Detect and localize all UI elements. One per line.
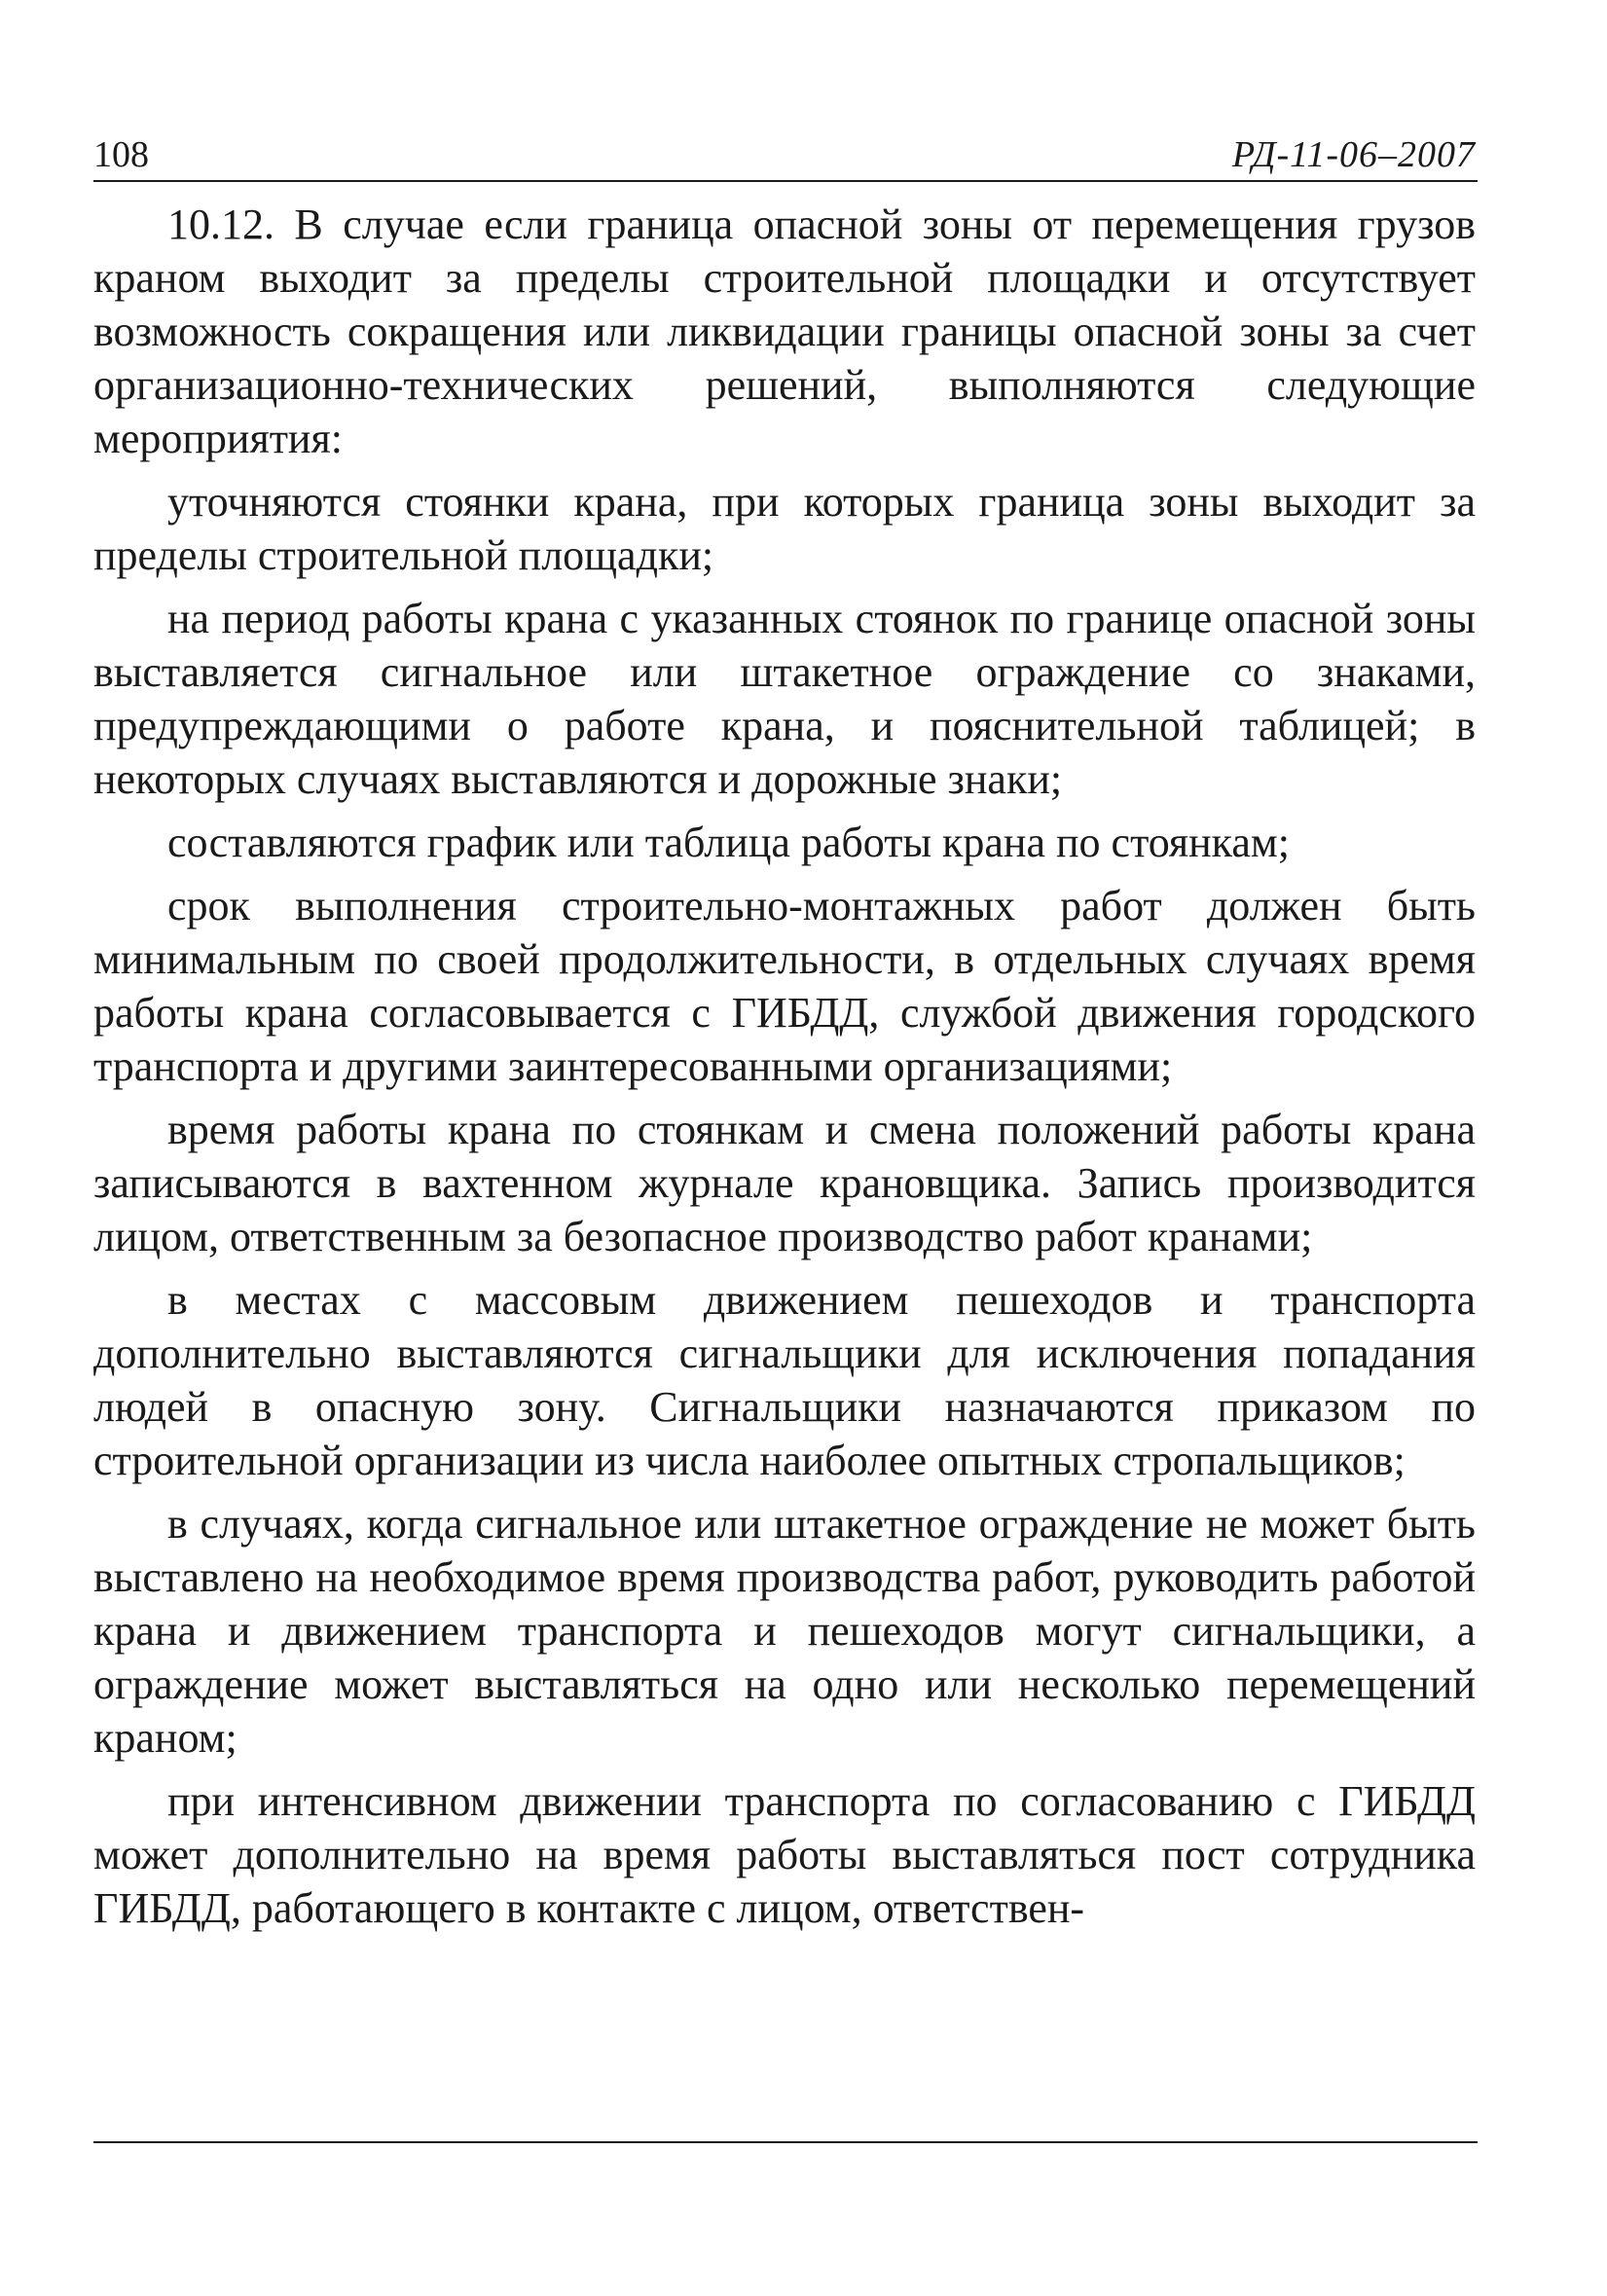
page-number: 108 xyxy=(93,134,149,175)
paragraph: срок выполнения строительно-монтажных работ должен быть минимальным по своей продолжительности, в отдельных случаях время работы крана согласовывается с ГИБДД, службой движения городского транспорта и другими заинтересованными организациями; xyxy=(93,882,1476,1090)
header-divider xyxy=(93,180,1478,182)
paragraph: уточняются стоянки крана, при которых граница зоны выходит за пределы строительной площадки; xyxy=(93,478,1476,579)
paragraph: в случаях, когда сигнальное или штакетное ограждение не может быть выставлено на необходимое время производства работ, руководить работой крана и движением транспорта и пешеходов могут сигнальщики, а ограждение может выставляться на одно или несколько перемещений краном; xyxy=(93,1500,1476,1762)
paragraph: на период работы крана с указанных стоянок по границе опасной зоны выставляется сигнальное или штакетное ограждение со знаками, предупреждающими о работе крана, и пояснительной таблицей; в некоторых случаях выставляются и дорожные знаки; xyxy=(93,595,1476,803)
document-code: РД-11-06–2007 xyxy=(1231,134,1476,175)
running-head xyxy=(93,125,1476,179)
body-text xyxy=(93,198,1476,1945)
paragraph: составляются график или таблица работы крана по стоянкам; xyxy=(167,819,1290,866)
footer-divider xyxy=(93,2141,1478,2143)
paragraph: время работы крана по стоянкам и смена положений работы крана записываются в вахтенном журнале крановщика. Запись производится лицом, ответственным за безопасное производство работ кранами; xyxy=(93,1106,1476,1260)
paragraph: при интенсивном движении транспорта по согласованию с ГИБДД может дополнительно на время работы выставляться пост сотрудника ГИБДД, работающего в контакте с лицом, ответствен- xyxy=(93,1777,1476,1932)
paragraph: в местах с массовым движением пешеходов и транспорта дополнительно выставляются сигнальщики для исключения попадания людей в опасную зону. Сигнальщики назначаются приказом по строительной организации из числа наиболее опытных стропальщиков; xyxy=(93,1276,1476,1484)
paragraph: 10.12. В случае если граница опасной зоны от перемещения грузов краном выходит за пределы строительной площадки и отсутствует возможность сокращения или ликвидации границы опасной зоны за счет организационно-технических решений, выполняются следующие мероприятия: xyxy=(93,200,1476,462)
